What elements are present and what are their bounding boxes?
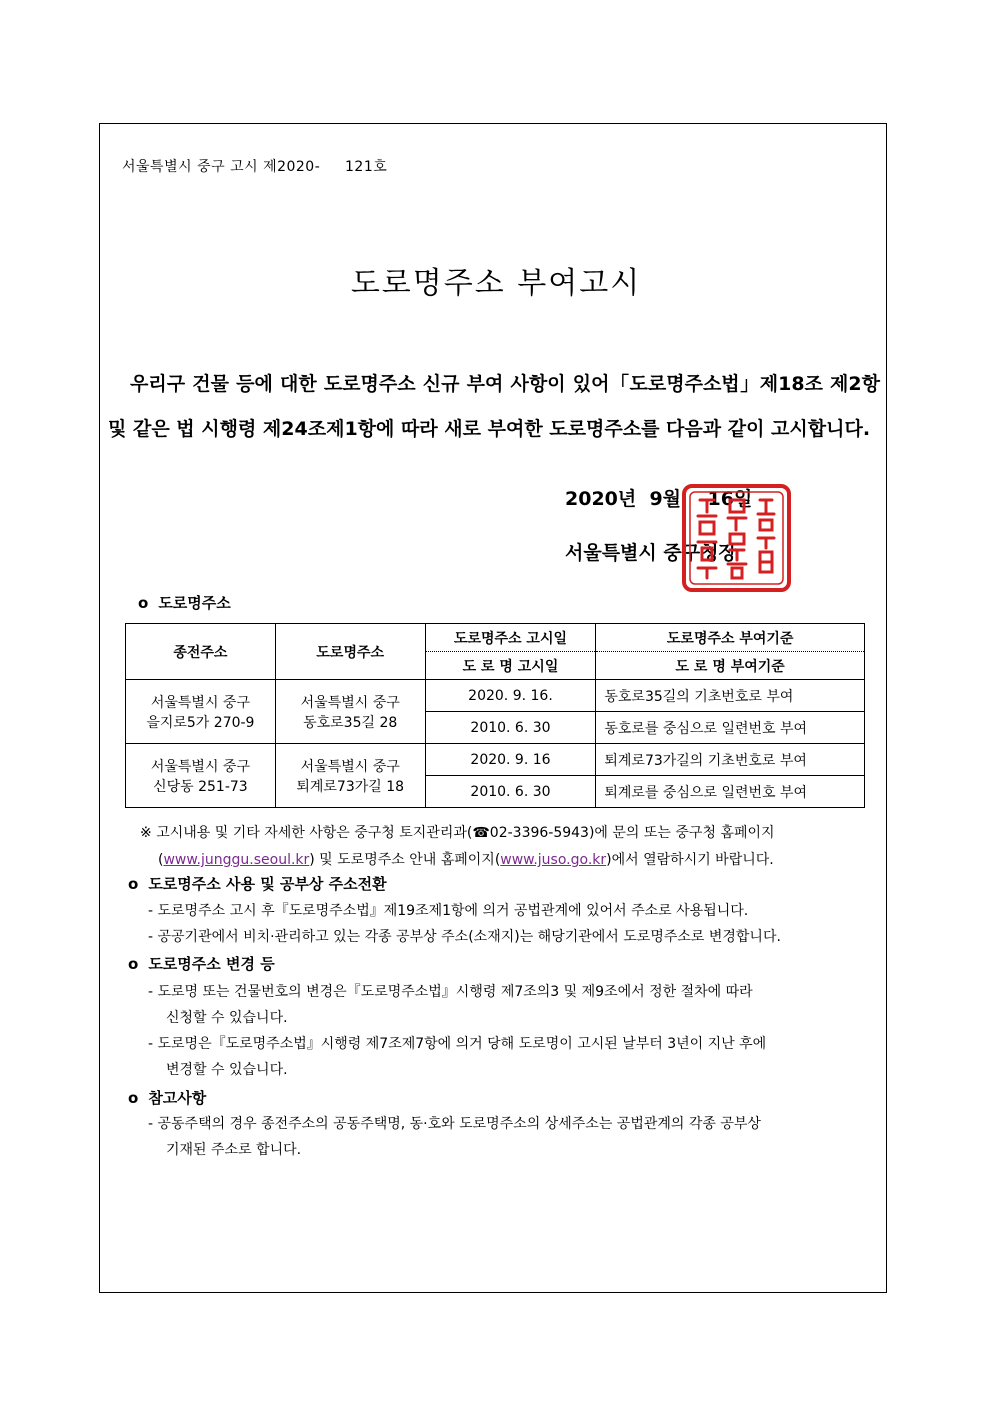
- list-item-continuation: 신청할 수 있습니다.: [166, 1010, 288, 1026]
- notice-number: 서울특별시 중구 고시 제2020- 121호: [122, 159, 388, 175]
- cell-line: 을지로5가 270-9: [146, 714, 255, 731]
- basis-cell: 퇴계로73가길의 기초번호로 부여: [596, 744, 865, 776]
- official-seal-icon: [680, 482, 793, 594]
- note-text: )에서 열람하시기 바랍니다.: [606, 852, 774, 868]
- list-item: - 도로명은『도로명주소법』시행령 제7조제7항에 의거 당해 도로명이 고시된 날부터 3년이 지난 후에: [148, 1036, 767, 1052]
- section-road-address: [138, 592, 231, 613]
- cell-line: 서울특별시 중구: [300, 758, 400, 775]
- notice-body-text: 우리구 건물 등에 대한 도로명주소 신규 부여 사항이 있어「도로명주소법」제18조 제2항 및 같은 법 시행령 제24조제1항에 따라 새로 부여한 도로명주소를 다음과 같이 고시합니다.: [108, 373, 880, 440]
- section-address-usage-items: [148, 898, 781, 950]
- notice-date-cell: 2020. 9. 16.: [425, 680, 596, 712]
- list-item: - 도로명 또는 건물번호의 변경은『도로명주소법』시행령 제7조의3 및 제9조에서 정한 절차에 따라: [148, 984, 753, 1000]
- old-address-cell: [126, 680, 276, 744]
- bullet-icon: o: [128, 955, 139, 973]
- contact-note: [140, 820, 880, 874]
- section-address-change-items: [148, 979, 766, 1083]
- list-item-continuation: 변경할 수 있습니다.: [166, 1062, 288, 1078]
- header-notice-date: 도로명주소 고시일: [425, 624, 596, 652]
- notice-body: [108, 362, 880, 452]
- list-item: - 도로명주소 고시 후『도로명주소법』제19조제1항에 의거 공법관계에 있어서 주소로 사용됩니다.: [148, 903, 749, 919]
- section-reference: [128, 1087, 206, 1108]
- section-heading: 도로명주소 사용 및 공부상 주소전환: [148, 875, 387, 893]
- list-item: - 공동주택의 경우 종전주소의 공동주택명, 동·호와 도로명주소의 상세주소는 공법관계의 각종 공부상: [148, 1116, 761, 1132]
- bullet-icon: o: [138, 594, 149, 612]
- header-road-address: 도로명주소: [275, 624, 425, 680]
- notice-date-cell: 2020. 9. 16: [425, 744, 596, 776]
- bullet-icon: o: [128, 1089, 139, 1107]
- header-road-name-basis: 도 로 명 부여기준: [596, 652, 865, 680]
- cell-line: 신당동 251-73: [153, 778, 248, 795]
- table-header-row: [126, 624, 865, 652]
- bullet-icon: o: [128, 875, 139, 893]
- table-row: [126, 680, 865, 712]
- note-text: ) 및 도로명주소 안내 홈페이지(: [309, 852, 501, 868]
- section-heading: 도로명주소 변경 등: [148, 955, 275, 973]
- junggu-homepage-link[interactable]: www.junggu.seoul.kr: [163, 852, 310, 868]
- basis-cell: 동호로를 중심으로 일련번호 부여: [596, 712, 865, 744]
- note-line: (www.junggu.seoul.kr) 및 도로명주소 안내 홈페이지(www.juso.go.kr)에서 열람하시기 바랍니다.: [158, 852, 774, 868]
- header-basis: 도로명주소 부여기준: [596, 624, 865, 652]
- cell-line: 퇴계로73가길 18: [296, 778, 405, 795]
- section-reference-items: [148, 1111, 761, 1163]
- basis-cell: 동호로35길의 기초번호로 부여: [596, 680, 865, 712]
- section-address-usage: [128, 873, 387, 894]
- road-address-cell: [275, 744, 425, 808]
- list-item: - 공공기관에서 비치·관리하고 있는 각종 공부상 주소(소재지)는 해당기관에서 도로명주소로 변경합니다.: [148, 929, 781, 945]
- notice-date: 2020년 9월 16일: [565, 488, 753, 510]
- note-line: [140, 820, 880, 847]
- old-address-cell: [126, 744, 276, 808]
- issuer-name: 서울특별시 중구청장: [565, 542, 737, 564]
- notice-date-cell: 2010. 6. 30: [425, 776, 596, 808]
- header-road-name-date: 도 로 명 고시일: [425, 652, 596, 680]
- cell-line: 서울특별시 중구: [150, 758, 250, 775]
- notice-date-cell: 2010. 6. 30: [425, 712, 596, 744]
- section-heading: 참고사항: [148, 1089, 207, 1107]
- address-table: [125, 623, 865, 808]
- cell-line: 서울특별시 중구: [150, 694, 250, 711]
- section-address-change: [128, 953, 275, 974]
- table-row: [126, 744, 865, 776]
- basis-cell: 퇴계로를 중심으로 일련번호 부여: [596, 776, 865, 808]
- note-text: 고시내용 및 기타 자세한 사항은 중구청 토지관리과(☎02-3396-5943)에 문의 또는 중구청 홈페이지: [156, 825, 775, 841]
- cell-line: 동호로35길 28: [303, 714, 398, 731]
- note-mark: ※: [140, 825, 152, 841]
- page-title: 도로명주소 부여고시: [350, 266, 642, 301]
- cell-line: 서울특별시 중구: [300, 694, 400, 711]
- header-old-address: 종전주소: [126, 624, 276, 680]
- road-address-cell: [275, 680, 425, 744]
- juso-homepage-link[interactable]: www.juso.go.kr: [500, 852, 607, 868]
- section-heading: 도로명주소: [158, 594, 231, 612]
- list-item-continuation: 기재된 주소로 합니다.: [166, 1142, 302, 1158]
